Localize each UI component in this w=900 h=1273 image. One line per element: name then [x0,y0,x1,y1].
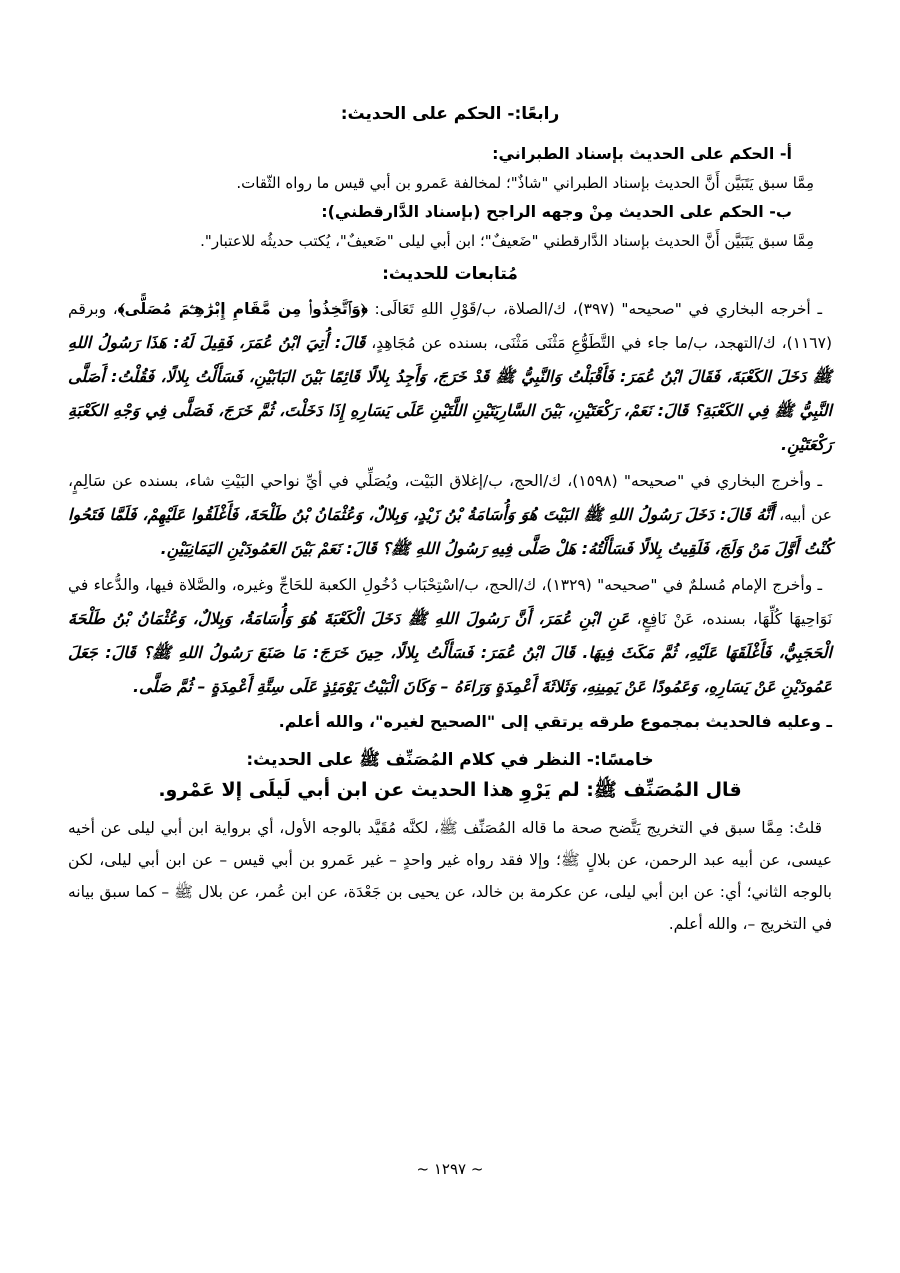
mutabaa-muslim [68,568,832,704]
mutabaa-bukhari-1 [68,292,832,462]
bukhari-1-mid: ، وبرقم (١١٦٧)، ك/التهجد، ب/ما جاء في التَّطَوُّعِ مَثْنَى مَثْنَى، بسنده عن مُجَاهِدٍ، [68,300,832,352]
quran-verse: ﴿وَٱتَّخِذُوا۟ مِن مَّقَامِ إِبْرَٰهِـۧمَ مُصَلًّى﴾ [117,300,368,318]
ruling-tabarani-text: مِمَّا سبق يَتَبَيَّن أَنَّ الحديث بإسناد الطبراني "شاذٌ"؛ لمخالفة عَمرو بن أبي قيس ما رواه الثّقات. [236,174,814,192]
mutabaa-bukhari-2 [68,464,832,566]
ruling-daraqutni-text: مِمَّا سبق يَتَبَيَّن أَنَّ الحديث بإسناد الدَّارقطني "ضَعيفٌ"؛ ابن أبي ليلى "ضَعيفٌ"، يُكتب حديثُه للاعتبار". [200,232,814,250]
sub-heading-b: ب- الحكم على الحديث مِنْ وجهه الراجح (بإسناد الدَّارقطني): [321,202,792,221]
page-number: ~ ١٢٩٧ ~ [416,1160,484,1178]
bukhari-1-hadith-text: قَالَ: أُتِيَ ابْنُ عُمَرَ، فَقِيلَ لَهُ: هَذَا رَسُولُ اللهِ ﷺ دَخَلَ الكَعْبَةَ، فَقَالَ ابْنُ عُمَرَ: فَأَقْبَلْتُ وَالنَّبِيُّ ﷺ قَدْ خَرَجَ، وَأَجِدُ بِلالًا قَائِمًا بَيْنَ البَابَيْنِ، فَسَأَلْتُ بِلالًا، فَقُلْتُ: أَصَلَّى النَّبِيُّ ﷺ فِي الكَعْبَةِ؟ قَالَ: نَعَمْ، رَكْعَتَيْنِ، بَيْنَ السَّارِيَتَيْنِ اللَّتَيْنِ عَلَى يَسَارِهِ إِذَا دَخَلْتَ، ثُمَّ خَرَجَ، فَصَلَّى فِي وَجْهِ الكَعْبَةِ رَكْعَتَيْنِ. [68,333,832,454]
section-4-title: رابعًا:- الحكم على الحديث: [340,104,560,124]
sub-heading-a: أ- الحكم على الحديث بإسناد الطبراني: [492,144,792,163]
page-content [68,100,832,942]
muslim-intro: ـ وأخرج الإمام مُسلمٌ في "صحيحه" (١٣٢٩)، ك/الحج، ب/اسْتِحْبَاب دُخُولِ الكعبة للحَاجِّ وغيره، والصَّلاة فيها، والدُّعاء في نَوَاحِيهَا كُلِّهَا، بسنده، عَنْ نَافِعٍ، [68,576,833,628]
mutabaat-conclusion: ـ وعليه فالحديث بمجموع طرقه يرتقي إلى "الصحيح لغيره"، والله أعلم. [278,712,832,731]
section-5-title: خامسًا:- النظر في كلام المُصَنِّف ﷺ على الحديث: [246,750,654,770]
bukhari-1-intro: ـ أخرجه البخاري في "صحيحه" (٣٩٧)، ك/الصلاة، ب/قَوْلِ اللهِ تَعَالَى: [367,300,822,318]
mutabaat-title: مُتابعات للحديث: [382,264,518,284]
muslim-hadith-text: عَنِ ابْنِ عُمَرَ، أَنَّ رَسُولَ اللهِ ﷺ دَخَلَ الْكَعْبَةَ هُوَ وَأُسَامَةُ، وَبِلالٌ، وَعُثْمَانُ بْنُ طَلْحَةَ الْحَجَبِيُّ، فَأَغْلَقَهَا عَلَيْهِ، ثُمَّ مَكَثَ فِيهَا. قَالَ ابْنُ عُمَرَ: فَسَأَلْتُ بِلالًا، حِينَ خَرَجَ: مَا صَنَعَ رَسُولُ اللهِ ﷺ؟ قَالَ: جَعَلَ عَمُودَيْنِ عَنْ يَسَارِهِ، وَعَمُودًا عَنْ يَمِينِهِ، وَثَلاثَةَ أَعْمِدَةٍ وَرَاءَهُ – وَكَانَ الْبَيْتُ يَوْمَئِذٍ عَلَى سِتَّةِ أَعْمِدَةٍ – ثُمَّ صَلَّى. [68,609,832,696]
musannif-discussion: قلتُ: مِمَّا سبق في التخريج يَتَّضح صحة ما قاله المُصَنِّف ﷺ، لكنَّه مُقَيَّد بالوجه الأول، أي برواية ابن أبي ليلى عن أخيه عيسى، عن أبيه عبد الرحمن، عن بلالٍ ﷺ؛ وإلا فقد رواه غير واحدٍ – غير عَمرو بن أبي قيس – عن ابن أبي ليلى، لكن بالوجه الثاني؛ أي: عن ابن أبي ليلى، عن عكرمة بن خالد، عن يحيى بن جَعْدَة، عن ابن عُمر، عن بلال ﷺ – كما سبق بيانه في التخريج –، والله أعلم. [68,819,832,933]
musannif-quote: قال المُصَنِّف ﷺ: لم يَرْوِ هذا الحديث عن ابن أبي لَيلَى إلا عَمْرو. [158,779,742,801]
bukhari-2-hadith-text: أَنَّهُ قَالَ: دَخَلَ رَسُولُ اللهِ ﷺ البَيْتَ هُوَ وَأُسَامَةُ بْنُ زَيْدٍ، وَبِلالٌ، وَعُثْمَانُ بْنُ طَلْحَةَ، فَأَغْلَقُوا عَلَيْهِمْ، فَلَمَّا فَتَحُوا كُنْتُ أَوَّلَ مَنْ وَلَجَ، فَلَقِيتُ بِلالًا فَسَأَلْتُهُ: هَلْ صَلَّى فِيهِ رَسُولُ اللهِ ﷺ؟ قَالَ: نَعَمْ بَيْنَ العَمُودَيْنِ اليَمَانِيَيْنِ. [68,505,832,558]
bukhari-2-intro: ـ وأخرج البخاري في "صحيحه" (١٥٩٨)، ك/الحج، ب/إغلاق البَيْت، ويُصَلِّي في أيِّ نواحي البَيْتِ شاء، بسنده عن سَالِمٍ، عن أبيه، [68,472,833,524]
